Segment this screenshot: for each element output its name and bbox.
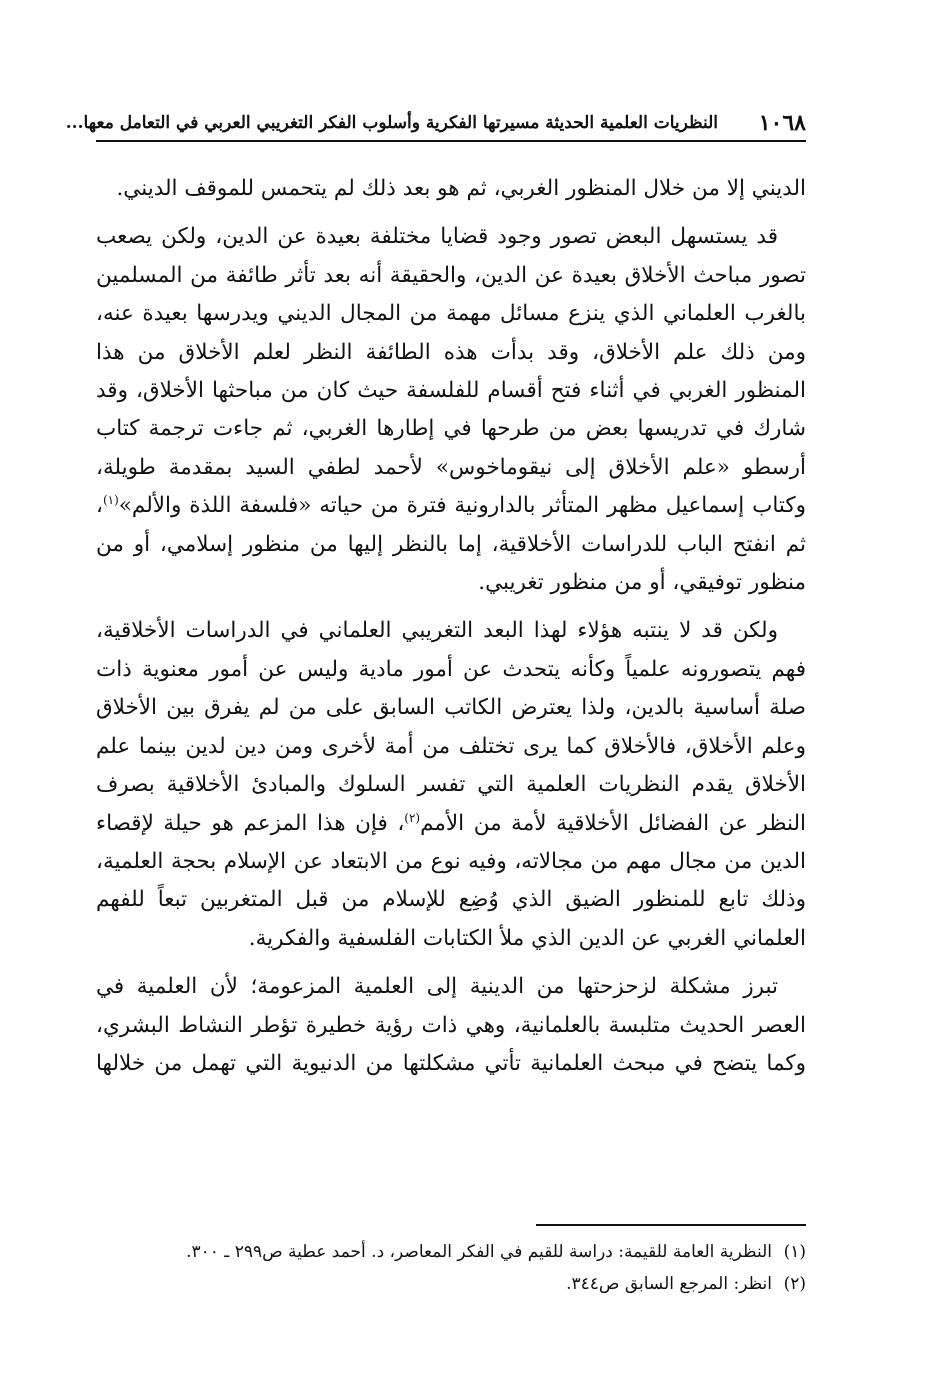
footnote-ref[interactable]: (١) bbox=[102, 493, 119, 508]
paragraph-text: ولكن قد لا ينتبه هؤلاء لهذا البعد التغريبي العلماني في الدراسات الأخلاقية، فهم يتصورونه علمياً وكأنه يتحدث عن أمور مادية وليس عن أمور معنوية ذات صلة أساسية بالدين، ولذا يعترض الكاتب السابق على من لم يفرق بين الأخلاق وعلم الأخلاق، فالأخلاق كما يرى تختلف من أمة لأخرى ومن دين لدين بينما علم الأخلاق يقدم النظريات العلمية التي تفسر السلوك والمبادئ الأخلاقية بصرف النظر عن الفضائل الأخلاقية لأمة من الأمم bbox=[96, 618, 806, 836]
paragraph bbox=[96, 218, 806, 602]
paragraph-text: قد يستسهل البعض تصور وجود قضايا مختلفة بعيدة عن الدين، ولكن يصعب تصور مباحث الأخلاق بعيدة عن الدين، والحقيقة أنه بعد تأثر طائفة من المسلمين بالغرب العلماني الذي ينزع مسائل مهمة من المجال الديني ويدرسها بعيدة عنه، ومن ذلك علم الأخلاق، وقد بدأت هذه الطائفة النظر لعلم الأخلاق من هذا المنظور الغربي في أثناء فتح أقسام للفلسفة حيث كان من مباحثها الأخلاق، وقد شارك في تدريسها بعض من طرحها في إطارها الغربي، ثم جاءت ترجمة كتاب أرسطو «علم الأخلاق إلى نيقوماخوس» لأحمد لطفي السيد بمقدمة طويلة، وكتاب إسماعيل مظهر المتأثر بالدارونية فترة من حياته «فلسفة اللذة والألم» bbox=[96, 224, 807, 519]
body-text bbox=[96, 170, 806, 1093]
footnote-divider bbox=[536, 1224, 806, 1226]
footnote-number: (٢) bbox=[783, 1274, 806, 1294]
paragraph bbox=[96, 612, 806, 958]
footnote-text: انظر: المرجع السابق ص٣٤٤. bbox=[566, 1274, 772, 1294]
footnote-number: (١) bbox=[783, 1242, 806, 1262]
paragraph-text: تبرز مشكلة لزحزحتها من الدينية إلى العلمية المزعومة؛ لأن العلمية في العصر الحديث متلبسة بالعلمانية، وهي ذات رؤية خطيرة تؤطر النشاط البشري، وكما يتضح في مبحث العلمانية تأتي مشكلتها من الدنيوية التي تهمل من خلالها bbox=[96, 974, 806, 1076]
paragraph-text-continued: ، فإن هذا المزعم هو حيلة لإقصاء الدين من مجال مهم من مجالاته، وفيه نوع من الابتعاد عن الإسلام بحجة العلمية، وذلك تابع للمنظور الضيق الذي وُضِع للإسلام من قبل المتغربين تبعاً للفهم العلماني الغربي عن الدين الذي ملأ الكتابات الفلسفية والفكرية. bbox=[96, 810, 806, 951]
footnotes bbox=[96, 1236, 806, 1300]
footnote-text: النظرية العامة للقيمة: دراسة للقيم في الفكر المعاصر، د. أحمد عطية ص٢٩٩ ـ ٣٠٠. bbox=[186, 1242, 772, 1262]
paragraph bbox=[96, 968, 806, 1083]
footnote bbox=[96, 1268, 806, 1300]
footnote-ref[interactable]: (٢) bbox=[404, 810, 421, 825]
paragraph-text-continued: ، ثم انفتح الباب للدراسات الأخلاقية، إما بالنظر إليها من منظور إسلامي، أو من منظور توفيقي، أو من منظور تغريبي. bbox=[96, 493, 806, 596]
running-title: النظريات العلمية الحديثة مسيرتها الفكرية وأسلوب الفكر التغريبي العربي في التعامل معها... bbox=[65, 113, 718, 133]
footnote bbox=[96, 1236, 806, 1268]
page-number: ١٠٦٨ bbox=[758, 110, 806, 136]
paragraph bbox=[96, 170, 806, 208]
page-header bbox=[65, 104, 806, 142]
paragraph-text: الديني إلا من خلال المنظور الغربي، ثم هو بعد ذلك لم يتحمس للموقف الديني. bbox=[116, 176, 806, 201]
